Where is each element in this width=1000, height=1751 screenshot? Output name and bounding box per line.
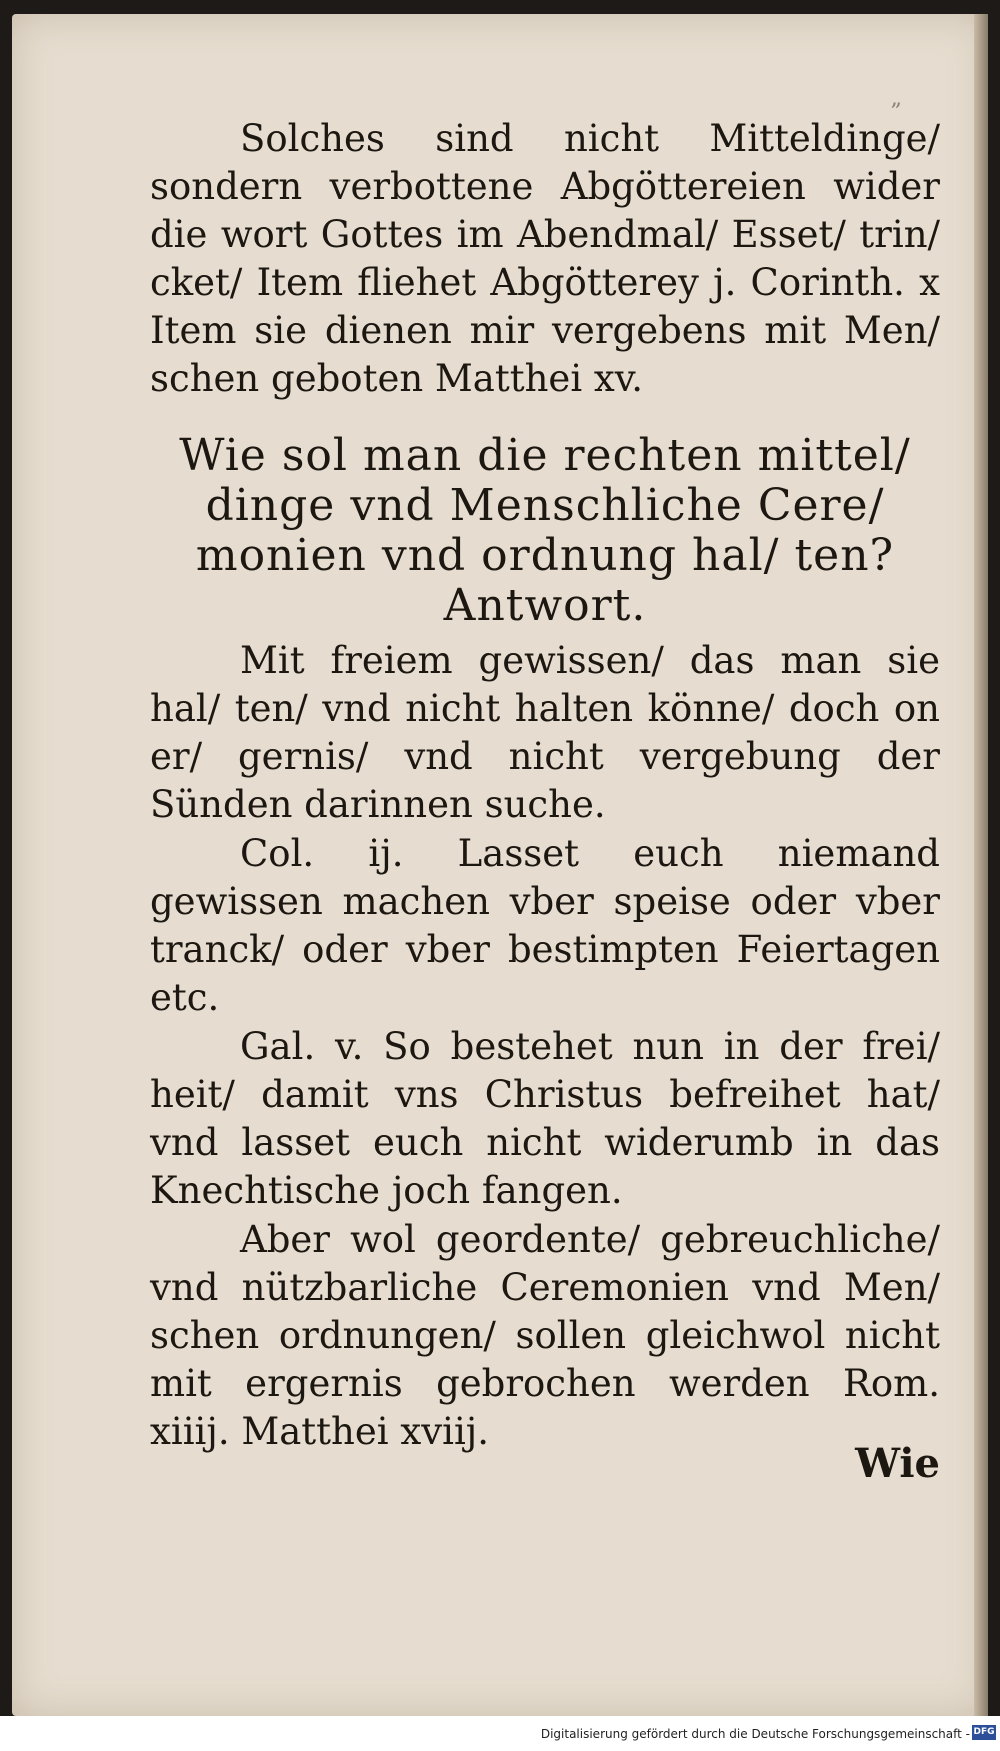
paragraph: Gal. v. So bestehet nun in der frei/ heit/ damit vns Christus befreihet hat/ vnd lasset euch nicht widerumb in das Knechtische joch fangen. bbox=[150, 1025, 940, 1212]
paragraph: Mit freiem gewissen/ das man sie hal/ ten/ vnd nicht halten könne/ doch on er/ gernis/ vnd nicht vergebung der Sünden darinnen suche. bbox=[150, 639, 940, 826]
section-heading: Wie sol man die rechten mittel/ dinge vnd Menschliche Cere/ monien vnd ordnung hal/ ten? Antwort. bbox=[179, 430, 911, 631]
paragraph: Col. ij. Lasset euch niemand gewissen machen vber speise oder vber tranck/ oder vber bestimpten Feiertagen etc. bbox=[150, 832, 940, 1019]
page-text-block bbox=[150, 115, 940, 1457]
paragraph: Aber wol geordente/ gebreuchliche/ vnd nützbarliche Ceremonien vnd Men/ schen ordnungen/ sollen gleichwol nicht mit ergernis gebrochen werden Rom. xiiij. Matthei xviij. bbox=[150, 1218, 940, 1453]
folio-mark: „ bbox=[890, 86, 904, 111]
catchword: Wie bbox=[855, 1440, 940, 1487]
dfg-logo-icon: DFG bbox=[972, 1725, 996, 1740]
digitization-footer bbox=[0, 1716, 1000, 1751]
page-spine-edge bbox=[974, 14, 988, 1716]
funding-credit: Digitalisierung gefördert durch die Deutsche Forschungsgemeinschaft - bbox=[540, 1727, 970, 1741]
paragraph: Solches sind nicht Mitteldinge/ sondern verbottene Abgöttereien wider die wort Gottes im Abendmal/ Esset/ trin/ cket/ Item fliehet Abgötterey j. Corinth. x Item sie dienen mir vergebens mit Men/ schen geboten Matthei xv. bbox=[150, 117, 940, 400]
